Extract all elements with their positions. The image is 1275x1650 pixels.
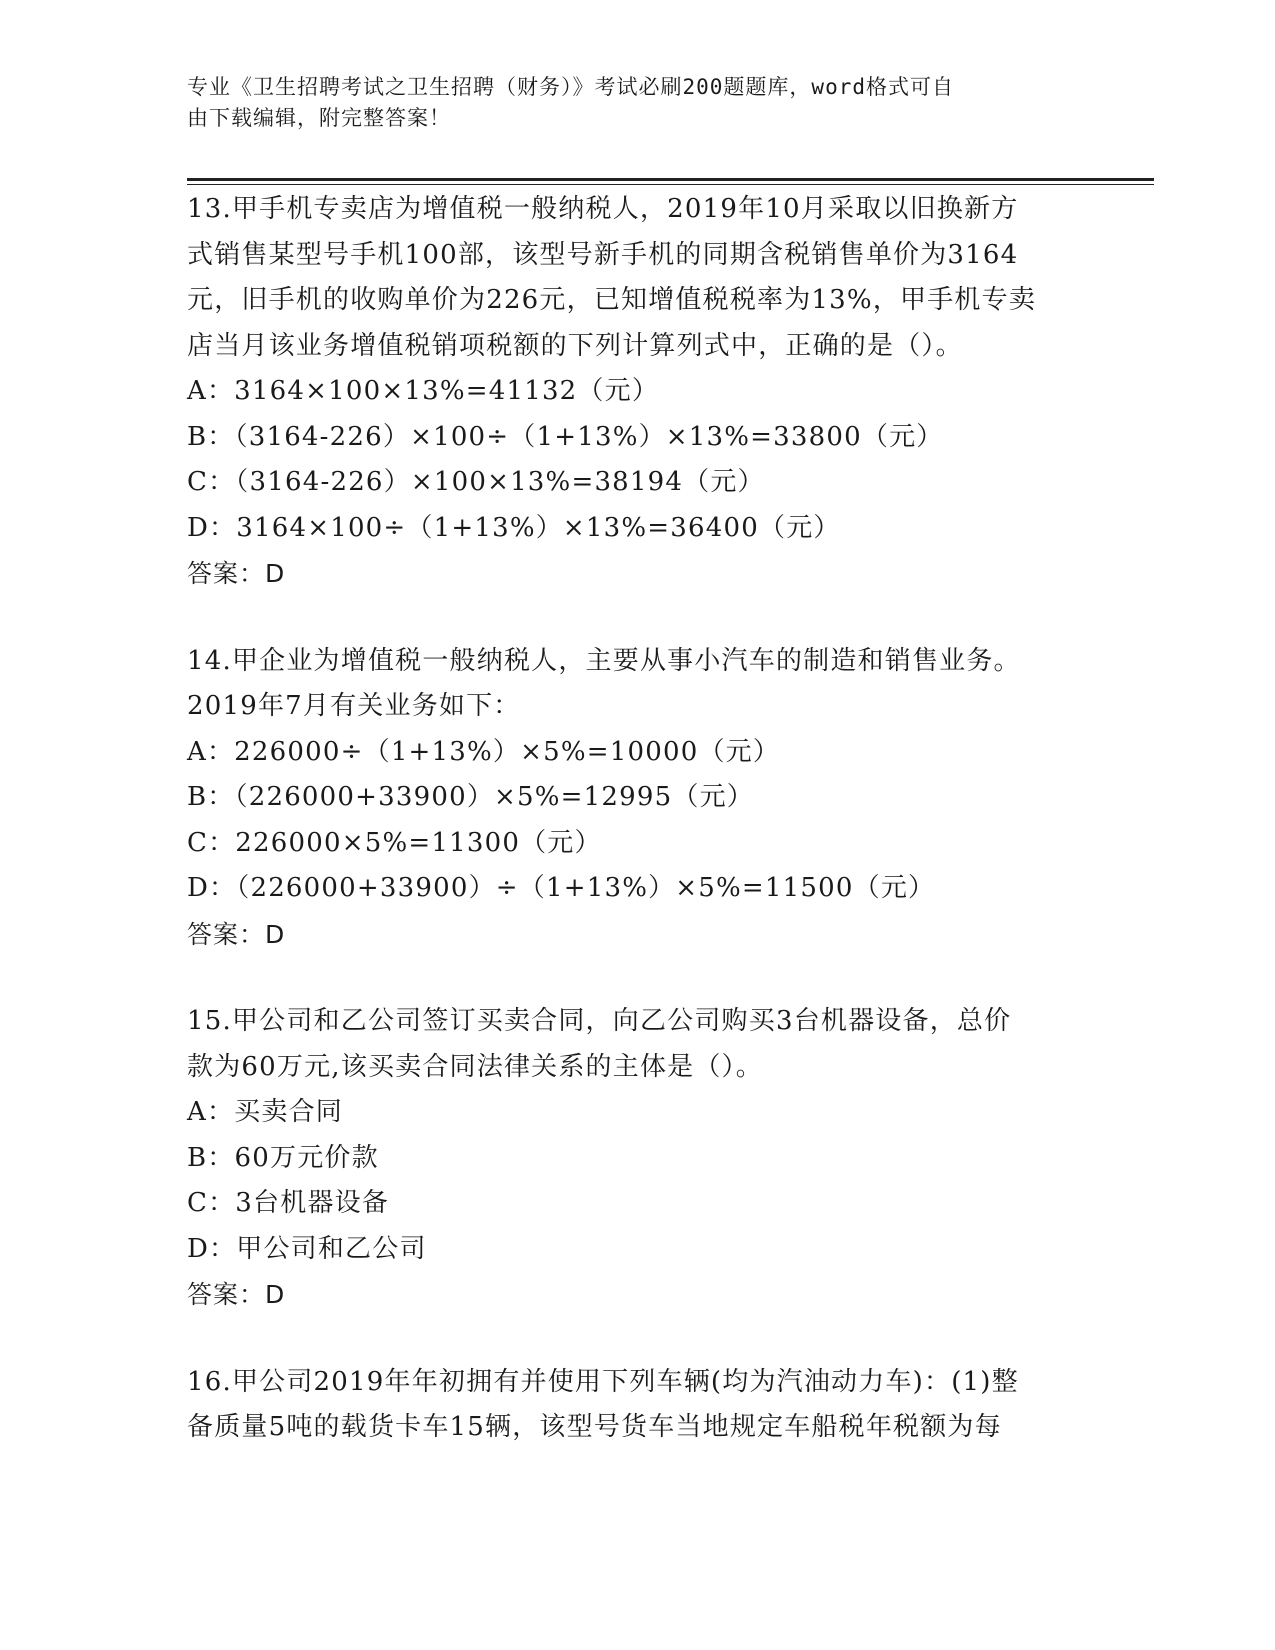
option-c: C：3台机器设备 <box>187 1188 390 1218</box>
question-16 <box>187 1360 1087 1451</box>
option-b: B：（226000+33900）×5%=12995（元） <box>187 782 754 812</box>
question-stem-line: 店当月该业务增值税销项税额的下列计算列式中，正确的是（）。 <box>187 330 963 361</box>
question-stem-line: 款为60万元,该买卖合同法律关系的主体是（）。 <box>187 1051 763 1082</box>
option-c: C：226000×5%=11300（元） <box>187 827 602 858</box>
option-b: B：（3164-226）×100÷（1+13%）×13%=33800（元） <box>187 421 944 452</box>
option-d: D：3164×100÷（1+13%）×13%=36400（元） <box>187 512 841 543</box>
option-a: A：226000÷（1+13%）×5%=10000（元） <box>187 736 781 767</box>
answer-line: 答案：D <box>187 919 286 949</box>
option-d: D：甲公司和乙公司 <box>187 1233 427 1264</box>
option-c: C：（3164-226）×100×13%=38194（元） <box>187 467 765 497</box>
question-stem-line: 15.甲公司和乙公司签订买卖合同，向乙公司购买3台机器设备，总价 <box>187 1006 1012 1036</box>
option-a: A：3164×100×13%=41132（元） <box>187 376 660 406</box>
document-header <box>187 72 1067 134</box>
question-15 <box>187 999 1087 1318</box>
answer-line: 答案：D <box>187 1280 286 1309</box>
option-b: B：60万元价款 <box>187 1142 379 1173</box>
option-a: A：买卖合同 <box>187 1097 343 1127</box>
question-14 <box>187 639 1087 958</box>
header-rule-thick <box>187 178 1154 181</box>
question-stem-line: 2019年7月有关业务如下： <box>187 691 521 721</box>
question-13 <box>187 187 1087 597</box>
question-stem-line: 16.甲公司2019年年初拥有并使用下列车辆(均为汽油动力车)：(1)整 <box>187 1366 1019 1397</box>
question-stem-line: 13.甲手机专卖店为增值税一般纳税人，2019年10月采取以旧换新方 <box>187 194 1019 224</box>
header-line: 由下载编辑，附完整答案！ <box>187 106 451 130</box>
option-d: D：（226000+33900）÷（1+13%）×5%=11500（元） <box>187 873 936 903</box>
header-rule-thin <box>187 184 1154 185</box>
answer-line: 答案：D <box>187 559 286 588</box>
question-list <box>187 187 1087 1451</box>
question-stem-line: 元，旧手机的收购单价为226元，已知增值税税率为13%，甲手机专卖 <box>187 285 1037 315</box>
question-stem-line: 式销售某型号手机100部，该型号新手机的同期含税销售单价为3164 <box>187 239 1019 270</box>
question-stem-line: 备质量5吨的载货卡车15辆，该型号货车当地规定车船税年税额为每 <box>187 1412 1002 1442</box>
header-line: 专业《卫生招聘考试之卫生招聘（财务）》考试必刷200题题库，word格式可自 <box>187 75 954 99</box>
question-stem-line: 14.甲企业为增值税一般纳税人，主要从事小汽车的制造和销售业务。 <box>187 645 1021 676</box>
